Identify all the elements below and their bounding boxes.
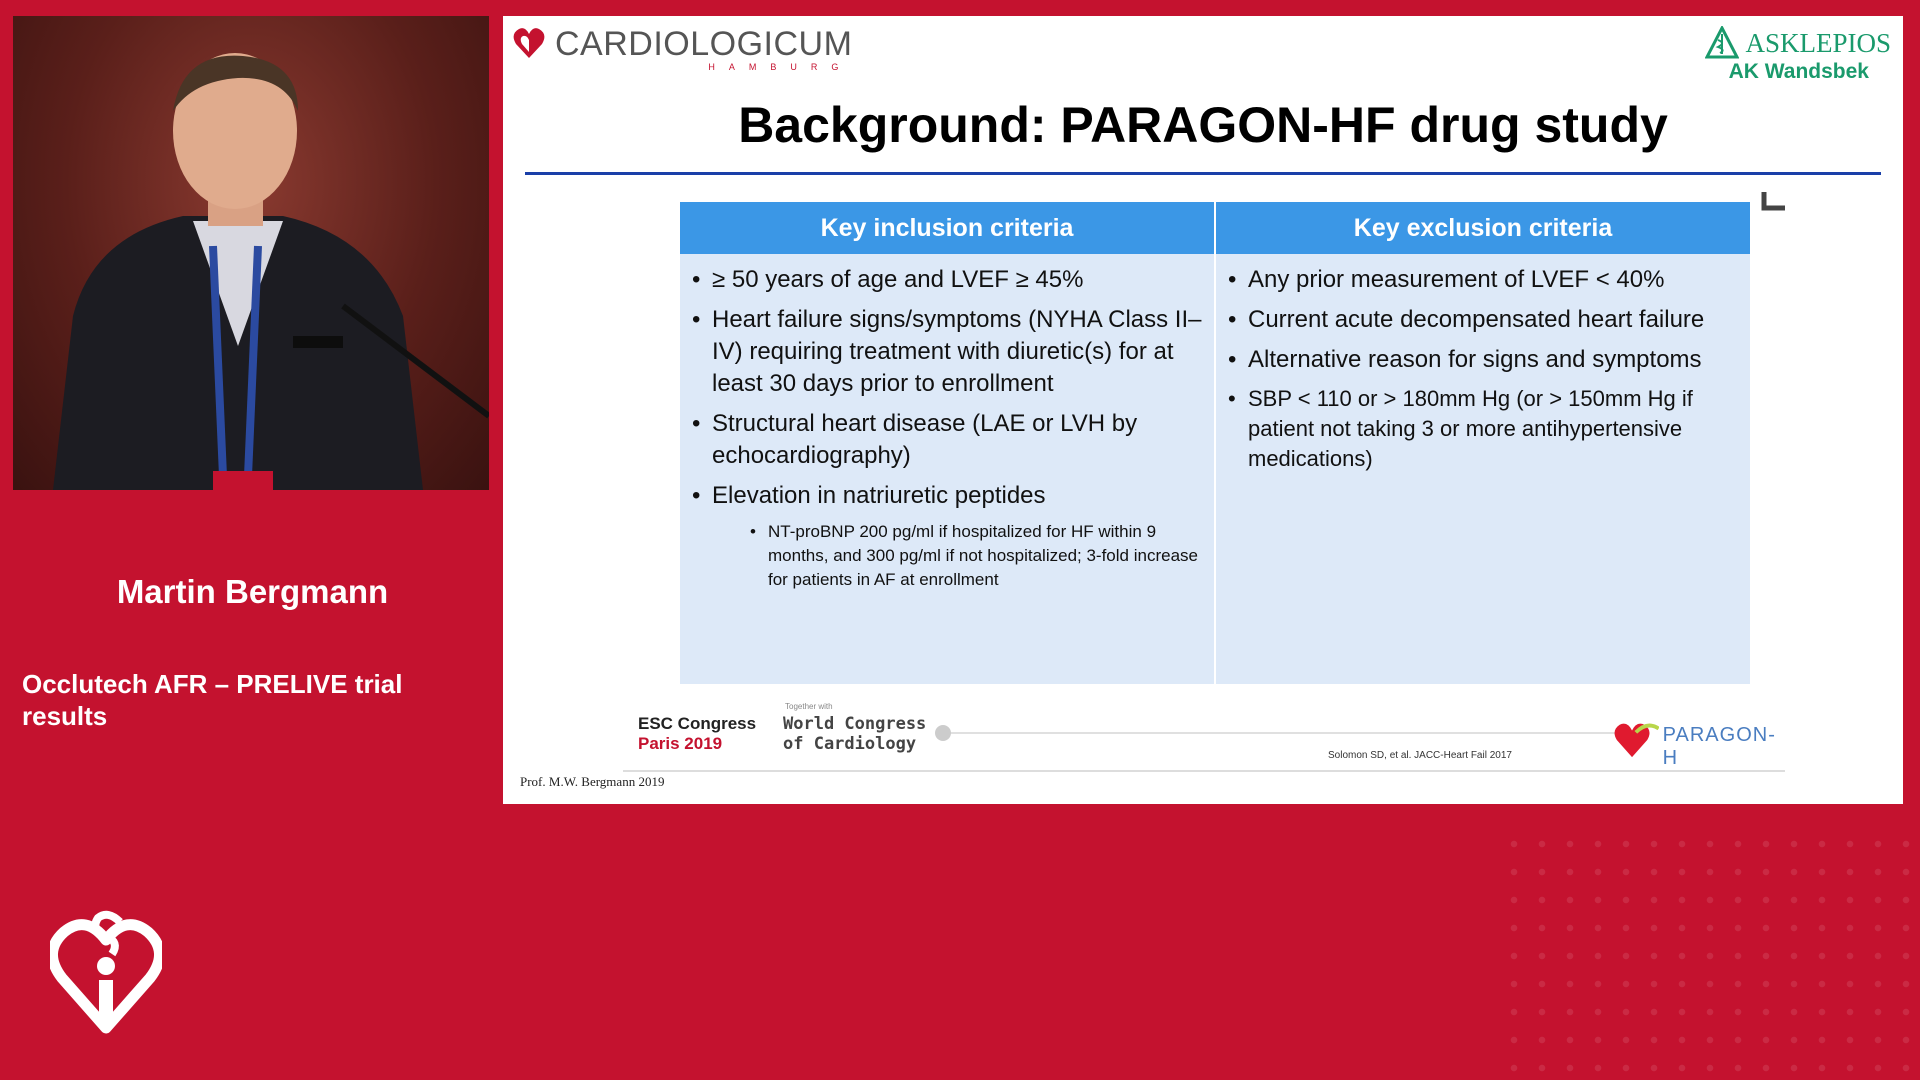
exclusion-item: • Current acute decompensated heart failure <box>1226 304 1740 336</box>
heart-logo-icon <box>513 26 545 60</box>
speaker-name: Martin Bergmann <box>116 573 389 610</box>
inclusion-item: • ≥ 50 years of age and LVEF ≥ 45% <box>690 264 1204 296</box>
paragon-logo <box>1613 708 1785 770</box>
together-with: Together with <box>785 702 833 711</box>
inclusion-header: Key inclusion criteria <box>680 202 1214 254</box>
inclusion-item: • Elevation in natriuretic peptides <box>690 480 1204 512</box>
esc-line1: ESC Congress <box>638 714 757 733</box>
inclusion-item: • Heart failure signs/symptoms (NYHA Class II–IV) requiring treatment with diuretic(s) for at least 30 days prior to enrollment <box>690 304 1204 400</box>
cardiologicum-name: CARDIOLOGICUM <box>555 25 853 63</box>
wcc-line1: World Congress <box>783 714 927 734</box>
slide-footer <box>623 682 1785 774</box>
wcc-line2: of Cardiology <box>783 734 917 754</box>
citation: Solomon SD, et al. JACC-Heart Fail 2017 <box>1328 750 1512 761</box>
exclusion-item: • Any prior measurement of LVEF < 40% <box>1226 264 1740 296</box>
footer-divider <box>623 770 1785 772</box>
asklepios-name: ASKLEPIOS <box>1745 27 1891 58</box>
slide-title: Background: PARAGON-HF drug study <box>738 97 1668 153</box>
cardiologicum-logo <box>513 26 852 72</box>
presentation-slide <box>503 16 1903 804</box>
background-dot-pattern <box>1500 830 1920 1080</box>
exclusion-column <box>1214 202 1750 684</box>
esc-congress-logo <box>638 714 756 754</box>
esc-line2: Paris 2019 <box>638 734 723 753</box>
paragon-name: PARAGON-H <box>1662 724 1776 769</box>
asklepios-sub: AK Wandsbek <box>1728 60 1869 83</box>
exclusion-header: Key exclusion criteria <box>1216 202 1750 254</box>
footer-track <box>943 732 1643 734</box>
exclusion-item: • SBP < 110 or > 180mm Hg (or > 150mm Hg if patient not taking 3 or more antihypertensive medications) <box>1226 384 1740 474</box>
asklepios-logo <box>1705 26 1891 84</box>
asklepios-triangle-icon <box>1705 26 1739 60</box>
footer-track-dot <box>935 725 951 741</box>
slide-author: Prof. M.W. Bergmann 2019 <box>520 774 665 789</box>
corner-mark-icon <box>1761 190 1787 212</box>
inclusion-sub-item: • NT-proBNP 200 pg/ml if hospitalized for HF within 9 months, and 300 pg/ml if not hospitalized; 3-fold increase for patients in AF at enrollment <box>750 520 1204 592</box>
wcc-logo <box>783 714 926 754</box>
event-logo-icon <box>50 900 162 1035</box>
exclusion-item: • Alternative reason for signs and symptoms <box>1226 344 1740 376</box>
paragon-heart-icon <box>1613 718 1659 760</box>
criteria-table <box>680 202 1750 684</box>
speaker-video <box>13 16 489 490</box>
title-divider <box>525 172 1881 175</box>
inclusion-item: • Structural heart disease (LAE or LVH by echocardiography) <box>690 408 1204 472</box>
cardiologicum-sub: HAMBURG <box>708 62 853 72</box>
inclusion-column <box>680 202 1214 684</box>
speaker-figure <box>13 16 489 490</box>
talk-title: Occlutech AFR – PRELIVE trial results <box>22 669 403 731</box>
